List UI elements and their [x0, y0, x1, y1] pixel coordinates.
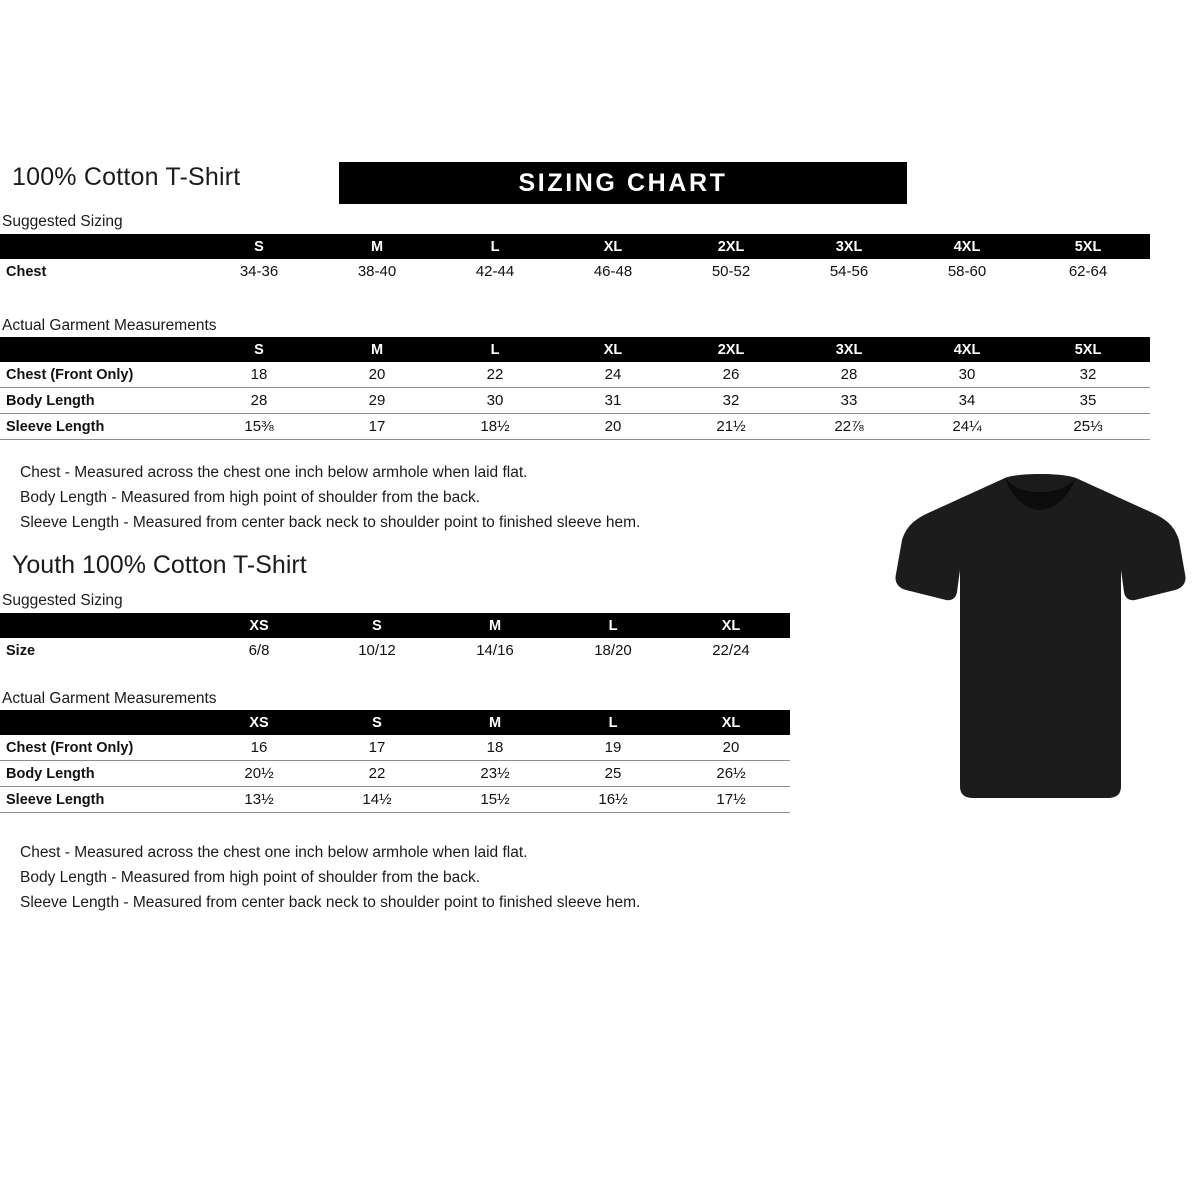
adult-suggested-sizing-table	[0, 234, 1150, 284]
cell-bodylength-4xl: 34	[908, 388, 1026, 414]
col-head-xl: XL	[554, 337, 672, 362]
col-head-l: L	[554, 613, 672, 638]
cell-bodylength-s: 22	[318, 761, 436, 787]
adult-note-chest: Chest - Measured across the chest one inch below armhole when laid flat.	[20, 464, 528, 481]
col-head-2xl: 2XL	[672, 234, 790, 259]
cell-bodylength-m: 29	[318, 388, 436, 414]
cell-chestfront-xs: 16	[200, 735, 318, 761]
row-label-body-length: Body Length	[0, 761, 200, 787]
adult-measurement-notes	[20, 460, 640, 535]
col-head-blank	[0, 337, 200, 362]
adult-product-title: 100% Cotton T-Shirt	[12, 163, 241, 191]
cell-sleevelength-4xl: 24¼	[908, 414, 1026, 440]
cell-sleevelength-xl: 20	[554, 414, 672, 440]
table-row	[0, 388, 1150, 414]
row-label-chest: Chest	[6, 263, 47, 280]
row-label-chest-front-only: Chest (Front Only)	[0, 362, 200, 388]
cell-bodylength-m: 23½	[436, 761, 554, 787]
cell-chest-m: 38-40	[357, 263, 397, 280]
col-head-xs: XS	[200, 710, 318, 735]
table-row	[0, 735, 790, 761]
youth-note-sleeve-length: Sleeve Length - Measured from center back neck to shoulder point to finished sleeve hem.	[20, 894, 641, 911]
youth-actual-measurements-table	[0, 710, 790, 813]
cell-sleevelength-xl: 17½	[672, 787, 790, 813]
cell-size-m: 14/16	[476, 642, 514, 659]
cell-chest-xl: 46-48	[593, 263, 633, 280]
col-head-m: M	[318, 337, 436, 362]
cell-chestfront-xl: 24	[554, 362, 672, 388]
youth-suggested-sizing-table	[0, 613, 790, 663]
cell-chestfront-l: 19	[554, 735, 672, 761]
cell-sleevelength-m: 15½	[436, 787, 554, 813]
cell-bodylength-2xl: 32	[672, 388, 790, 414]
table-row	[0, 362, 1150, 388]
cell-bodylength-l: 25	[554, 761, 672, 787]
col-head-blank	[0, 234, 200, 259]
adult-actual-measurements-table	[0, 337, 1150, 440]
table-header-row	[0, 710, 790, 735]
cell-chestfront-m: 20	[318, 362, 436, 388]
youth-note-body-length: Body Length - Measured from high point of shoulder from the back.	[20, 869, 481, 886]
col-head-m: M	[436, 710, 554, 735]
col-head-xl: XL	[672, 710, 790, 735]
cell-chestfront-m: 18	[436, 735, 554, 761]
cell-bodylength-l: 30	[436, 388, 554, 414]
col-head-4xl: 4XL	[908, 337, 1026, 362]
cell-sleevelength-s: 15⅜	[200, 414, 318, 440]
black-tshirt-illustration	[893, 470, 1188, 810]
table-header-row	[0, 337, 1150, 362]
col-head-xl: XL	[554, 234, 672, 259]
table-row	[0, 787, 790, 813]
cell-chestfront-l: 22	[436, 362, 554, 388]
cell-size-l: 18/20	[594, 642, 632, 659]
cell-chestfront-5xl: 32	[1026, 362, 1150, 388]
cell-sleevelength-xs: 13½	[200, 787, 318, 813]
cell-bodylength-xs: 20½	[200, 761, 318, 787]
cell-chestfront-s: 18	[200, 362, 318, 388]
cell-chest-4xl: 58-60	[947, 263, 987, 280]
row-label-size: Size	[6, 642, 36, 659]
col-head-3xl: 3XL	[790, 337, 908, 362]
youth-note-chest: Chest - Measured across the chest one inch below armhole when laid flat.	[20, 844, 528, 861]
row-label-chest-front-only: Chest (Front Only)	[0, 735, 200, 761]
col-head-l: L	[436, 234, 554, 259]
cell-size-s: 10/12	[358, 642, 396, 659]
youth-suggested-sizing-label: Suggested Sizing	[2, 592, 123, 609]
table-row	[0, 414, 1150, 440]
cell-sleevelength-l: 16½	[554, 787, 672, 813]
col-head-xl: XL	[672, 613, 790, 638]
cell-sleevelength-l: 18½	[436, 414, 554, 440]
cell-chest-5xl: 62-64	[1068, 263, 1108, 280]
table-row	[0, 259, 1150, 284]
cell-sleevelength-2xl: 21½	[672, 414, 790, 440]
row-label-sleeve-length: Sleeve Length	[0, 414, 200, 440]
col-head-s: S	[200, 234, 318, 259]
cell-chestfront-4xl: 30	[908, 362, 1026, 388]
col-head-s: S	[318, 613, 436, 638]
col-head-m: M	[436, 613, 554, 638]
youth-measurement-notes	[20, 840, 640, 915]
col-head-blank	[0, 710, 200, 735]
cell-sleevelength-s: 14½	[318, 787, 436, 813]
cell-chestfront-3xl: 28	[790, 362, 908, 388]
col-head-4xl: 4XL	[908, 234, 1026, 259]
cell-bodylength-xl: 26½	[672, 761, 790, 787]
cell-bodylength-xl: 31	[554, 388, 672, 414]
cell-chestfront-2xl: 26	[672, 362, 790, 388]
col-head-l: L	[436, 337, 554, 362]
cell-bodylength-3xl: 33	[790, 388, 908, 414]
cell-sleevelength-5xl: 25⅓	[1026, 414, 1150, 440]
adult-suggested-sizing-label: Suggested Sizing	[2, 213, 123, 230]
col-head-2xl: 2XL	[672, 337, 790, 362]
cell-chestfront-s: 17	[318, 735, 436, 761]
col-head-m: M	[318, 234, 436, 259]
adult-note-body-length: Body Length - Measured from high point of shoulder from the back.	[20, 489, 481, 506]
col-head-s: S	[318, 710, 436, 735]
youth-product-title: Youth 100% Cotton T-Shirt	[12, 551, 307, 579]
col-head-xs: XS	[200, 613, 318, 638]
cell-chest-s: 34-36	[239, 263, 279, 280]
adult-actual-measurements-label: Actual Garment Measurements	[2, 317, 217, 334]
table-row	[0, 761, 790, 787]
cell-sleevelength-m: 17	[318, 414, 436, 440]
cell-chestfront-xl: 20	[672, 735, 790, 761]
cell-bodylength-5xl: 35	[1026, 388, 1150, 414]
adult-note-sleeve-length: Sleeve Length - Measured from center back neck to shoulder point to finished sleeve hem.	[20, 514, 641, 531]
cell-size-xs: 6/8	[248, 642, 270, 659]
col-head-5xl: 5XL	[1026, 337, 1150, 362]
cell-bodylength-s: 28	[200, 388, 318, 414]
col-head-s: S	[200, 337, 318, 362]
table-row	[0, 638, 790, 663]
col-head-5xl: 5XL	[1026, 234, 1150, 259]
youth-actual-measurements-label: Actual Garment Measurements	[2, 690, 217, 707]
table-header-row	[0, 234, 1150, 259]
cell-chest-2xl: 50-52	[711, 263, 751, 280]
table-header-row	[0, 613, 790, 638]
col-head-l: L	[554, 710, 672, 735]
col-head-blank	[0, 613, 200, 638]
row-label-body-length: Body Length	[0, 388, 200, 414]
col-head-3xl: 3XL	[790, 234, 908, 259]
cell-size-xl: 22/24	[712, 642, 750, 659]
cell-chest-3xl: 54-56	[829, 263, 869, 280]
cell-chest-l: 42-44	[475, 263, 515, 280]
row-label-sleeve-length: Sleeve Length	[0, 787, 200, 813]
sizing-chart-banner: SIZING CHART	[339, 162, 907, 204]
cell-sleevelength-3xl: 22⅞	[790, 414, 908, 440]
